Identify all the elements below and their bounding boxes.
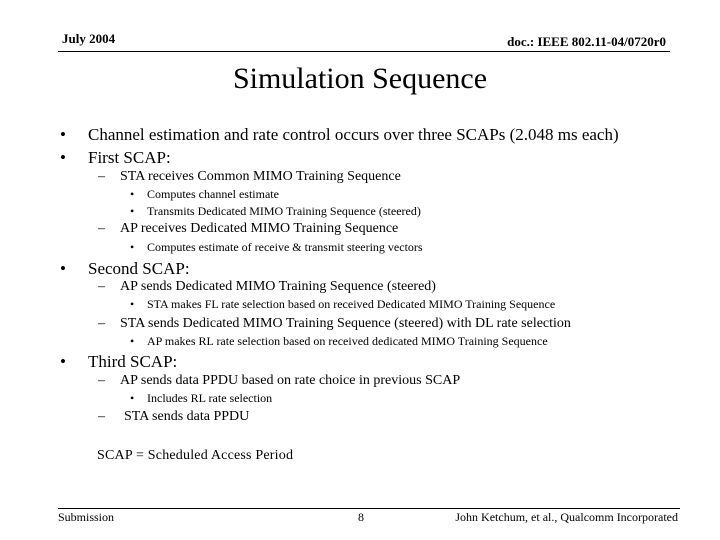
bullet-marker: •	[60, 148, 66, 167]
footer-rule	[58, 508, 680, 509]
dash-marker: –	[98, 221, 105, 236]
sub-sta-sends-dedicated: STA sends Dedicated MIMO Training Sequence (steered) with DL rate selection	[120, 316, 571, 331]
header-doc-id: doc.: IEEE 802.11-04/0720r0	[507, 34, 666, 49]
bullet-marker: •	[130, 204, 135, 218]
header-date: July 2004	[62, 31, 116, 46]
bullet-marker: •	[130, 391, 135, 405]
sub-sta-receives: STA receives Common MIMO Training Sequence	[120, 169, 401, 184]
sub-ap-receives: AP receives Dedicated MIMO Training Sequence	[120, 221, 399, 236]
slide-title: Simulation Sequence	[232, 62, 488, 95]
dash-marker: –	[98, 279, 105, 294]
item-sta-fl-rate: STA makes FL rate selection based on received Dedicated MIMO Training Sequence	[147, 297, 556, 311]
sub-ap-sends-data: AP sends data PPDU based on rate choice in previous SCAP	[120, 373, 461, 388]
bullet-marker: •	[60, 352, 66, 371]
dash-marker: –	[98, 373, 105, 388]
bullet-second-scap: Second SCAP:	[88, 259, 190, 278]
sub-ap-sends-dedicated: AP sends Dedicated MIMO Training Sequence (steered)	[120, 279, 436, 294]
bullet-marker: •	[130, 334, 135, 348]
dash-marker: –	[98, 169, 105, 184]
bullet-first-scap: First SCAP:	[88, 148, 171, 167]
item-includes-rl: Includes RL rate selection	[147, 391, 273, 405]
footer-authors: John Ketchum, et al., Qualcomm Incorporated	[455, 510, 678, 524]
dash-marker: –	[98, 316, 105, 331]
item-ap-rl-rate: AP makes RL rate selection based on received dedicated MIMO Training Sequence	[147, 334, 548, 348]
bullet-channel-estimation: Channel estimation and rate control occurs over three SCAPs (2.048 ms each)	[88, 125, 619, 144]
header-rule	[58, 51, 670, 52]
item-transmits-dedicated: Transmits Dedicated MIMO Training Sequence (steered)	[147, 204, 421, 218]
bullet-marker: •	[130, 187, 135, 201]
item-computes-channel: Computes channel estimate	[147, 187, 279, 201]
bullet-marker: •	[130, 297, 135, 311]
dash-marker: –	[98, 409, 105, 424]
item-computes-steering: Computes estimate of receive & transmit steering vectors	[147, 240, 423, 254]
definition-note: SCAP = Scheduled Access Period	[97, 448, 294, 463]
footer-page-number: 8	[358, 510, 364, 524]
sub-sta-sends-data: STA sends data PPDU	[124, 409, 250, 424]
footer-submission: Submission	[58, 510, 115, 524]
bullet-marker: •	[60, 125, 66, 144]
bullet-third-scap: Third SCAP:	[88, 352, 178, 371]
bullet-marker: •	[60, 259, 66, 278]
bullet-marker: •	[130, 240, 135, 254]
